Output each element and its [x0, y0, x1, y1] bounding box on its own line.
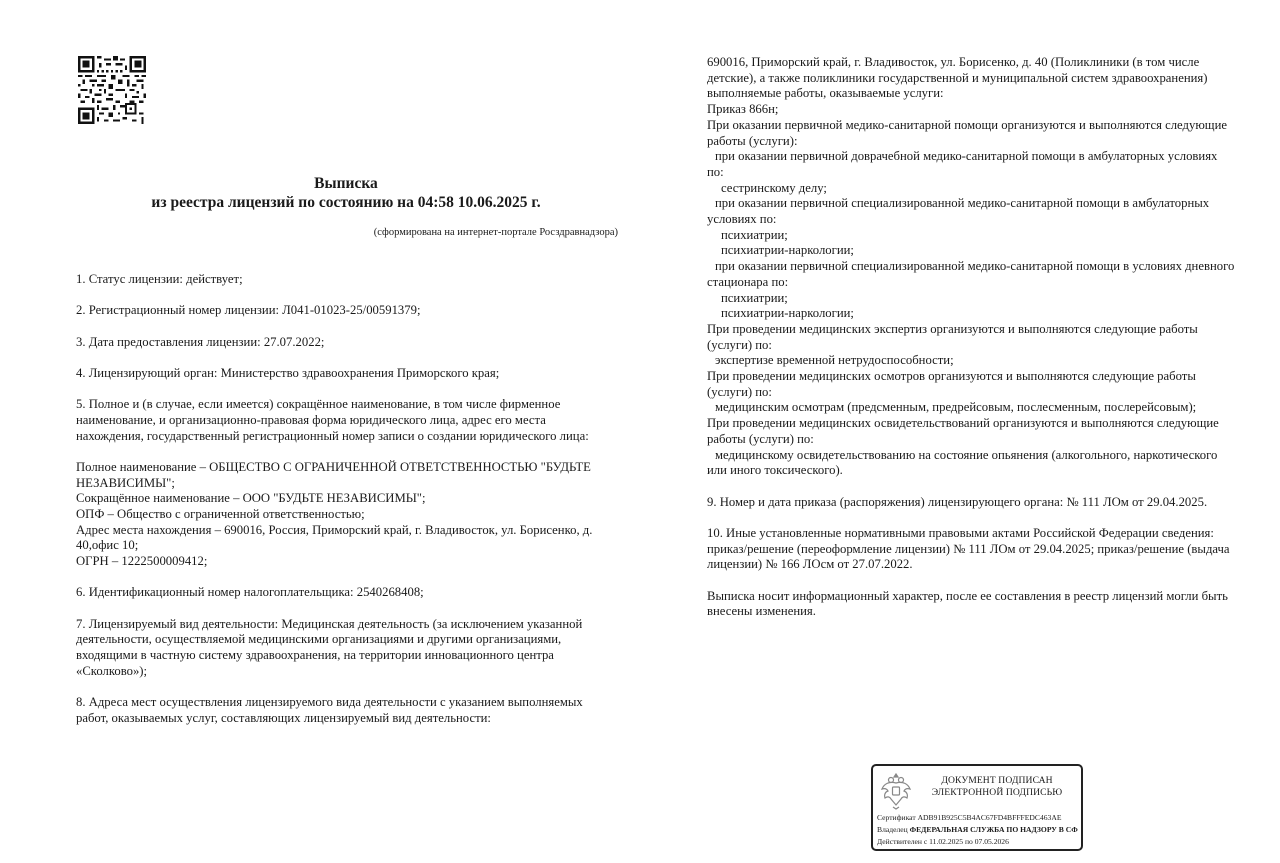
license-details-left: [76, 272, 624, 742]
document-subtitle: из реестра лицензий по состоянию на 04:58 10.06.2025 г.: [151, 194, 541, 211]
stamp-heading-line2: ЭЛЕКТРОННОЙ ПОДПИСЬЮ: [931, 786, 1063, 798]
org-ogrn: ОГРН – 1222500009412;: [76, 554, 208, 569]
text-line: лицензии) № 166 ЛОсм от 27.07.2022.: [707, 557, 913, 572]
stamp-certificate-row: [877, 812, 1083, 824]
text-line: детские), а также поликлиники государственной и муниципальной систем здравоохранения): [707, 70, 1208, 85]
organization-details: [76, 460, 624, 570]
text-line: 8. Адреса мест осуществления лицензируемого вида деятельности с указанием выполняемых: [76, 695, 583, 710]
item-licensing-authority: 4. Лицензирующий орган: Министерство здравоохранения Приморского края;: [76, 365, 500, 380]
stamp-heading-line1: ДОКУМЕНТ ПОДПИСАН: [941, 775, 1053, 786]
text-line: При проведении медицинских освидетельствований организуются и выполняются следующие: [707, 416, 1219, 431]
text-line: стационара по:: [707, 274, 789, 289]
owner-value: ФЕДЕРАЛЬНАЯ СЛУЖБА ПО НАДЗОРУ В СФ: [909, 825, 1078, 834]
document-title: Выписка: [314, 175, 378, 192]
text-line: работы (услуги):: [707, 133, 798, 148]
org-full-name-cont: НЕЗАВИСИМЫ";: [76, 475, 175, 490]
text-line: При проведении медицинских экспертиз организуются и выполняются следующие работы: [707, 321, 1198, 336]
org-short-name: Сокращённое наименование – ООО "БУДЬТЕ НЕЗАВИСИМЫ";: [76, 491, 426, 506]
stamp-heading: [917, 775, 1077, 798]
text-line: условиях по:: [707, 212, 777, 227]
item-license-date: 3. Дата предоставления лицензии: 27.07.2022;: [76, 334, 325, 349]
service-item: медицинским осмотрам (предсменным, предрейсовым, послесменным, послерейсовым);: [715, 400, 1197, 415]
text-line: Выписка носит информационный характер, после ее составления в реестр лицензий могли быть: [707, 588, 1228, 603]
disclaimer: [707, 589, 1259, 620]
item-other-info: [707, 526, 1259, 573]
certificate-label: Сертификат: [877, 813, 916, 822]
text-line: 5. Полное и (в случае, если имеется) сокращённое наименование, в том числе фирменное: [76, 397, 561, 412]
org-full-name: Полное наименование – ОБЩЕСТВО С ОГРАНИЧЕННОЙ ОТВЕТСТВЕННОСТЬЮ "БУДЬТЕ: [76, 459, 591, 474]
item-registration-number: 2. Регистрационный номер лицензии: Л041-01023-25/00591379;: [76, 303, 421, 318]
license-details-right: [707, 55, 1259, 636]
service-item: психиатрии;: [721, 290, 788, 305]
owner-label: Владелец: [877, 825, 908, 834]
text-line: 7. Лицензируемый вид деятельности: Медицинская деятельность (за исключением указанной: [76, 616, 583, 631]
text-line: выполняемые работы, оказываемые услуги:: [707, 86, 944, 101]
org-legal-form: ОПФ – Общество с ограниченной ответственностью;: [76, 507, 365, 521]
text-line: при оказании первичной специализированной медико-санитарной помощи в условиях дневного: [715, 259, 1235, 274]
coat-of-arms-emblem-icon: [879, 771, 913, 811]
item-licensed-activity: [76, 617, 624, 680]
validity-label: Действителен с: [877, 837, 928, 846]
service-item: психиатрии-наркологии;: [721, 243, 854, 258]
text-line: или иного токсического).: [707, 463, 843, 478]
stamp-owner-row: [877, 824, 1083, 836]
certificate-value: ADB91B925C5B4AC67FD4BFFFEDC463AE: [917, 813, 1062, 822]
electronic-signature-stamp: [871, 764, 1083, 851]
text-line: нахождения, государственный регистрационный номер записи о создании юридического лица:: [76, 428, 589, 443]
text-line: входящими в частную систему здравоохранения, на территории инновационного центра: [76, 648, 554, 663]
text-line: наименование, и организационно-правовая форма юридического лица, адрес его места: [76, 412, 546, 427]
text-line: приказ/решение (переоформление лицензии) № 111 ЛОм от 29.04.2025; приказ/решение (выдача: [707, 541, 1230, 556]
service-item: медицинскому освидетельствованию на состояние опьянения (алкогольного, наркотического: [715, 447, 1218, 462]
text-line: (услуги) по:: [707, 337, 772, 352]
text-line: при оказании первичной доврачебной медико-санитарной помощи в амбулаторных условиях: [715, 149, 1218, 164]
text-line: внесены изменения.: [707, 604, 816, 619]
text-line: работ, оказываемых услуг, составляющих лицензируемый вид деятельности:: [76, 710, 491, 725]
valid-from: 11.02.2025: [929, 837, 964, 846]
text-line: При оказании первичной медико-санитарной помощи организуются и выполняются следующие: [707, 117, 1227, 132]
valid-to: 07.05.2026: [974, 837, 1009, 846]
service-item: экспертизе временной нетрудоспособности;: [715, 353, 954, 368]
service-item: психиатрии-наркологии;: [721, 306, 854, 321]
service-item: сестринскому делу;: [721, 180, 827, 195]
item-taxpayer-id: 6. Идентификационный номер налогоплательщика: 2540268408;: [76, 585, 424, 600]
item-order-number-date: 9. Номер и дата приказа (распоряжения) лицензирующего органа: № 111 ЛОм от 29.04.2025.: [707, 494, 1208, 509]
qr-code-icon: [78, 56, 146, 124]
text-line: по:: [707, 164, 724, 179]
activity-address-services: [707, 55, 1259, 479]
text-line: 690016, Приморский край, г. Владивосток, ул. Борисенко, д. 40 (Поликлиники (в том числе: [707, 55, 1200, 69]
formed-note: (сформирована на интернет-портале Росздравнадзора): [373, 227, 618, 238]
text-line: работы (услуги) по:: [707, 431, 814, 446]
service-item: психиатрии;: [721, 227, 788, 242]
text-line: деятельности, осуществляемой медицинскими организациями и другими организациями,: [76, 632, 562, 647]
valid-to-label: по: [964, 837, 973, 846]
item-activity-addresses: [76, 695, 624, 726]
text-line: «Сколково»);: [76, 663, 148, 678]
text-line: Приказ 866н;: [707, 102, 779, 117]
text-line: (услуги) по:: [707, 384, 772, 399]
org-address-cont: 40,офис 10;: [76, 538, 139, 553]
text-line: При проведении медицинских осмотров организуются и выполняются следующие работы: [707, 369, 1196, 384]
stamp-details: [877, 812, 1083, 848]
text-line: 10. Иные установленные нормативными правовыми актами Российской Федерации сведения:: [707, 525, 1214, 540]
org-address: Адрес места нахождения – 690016, Россия, Приморский край, г. Владивосток, ул. Борисенко, д.: [76, 522, 593, 537]
item-entity-name-heading: [76, 397, 624, 444]
document-title-block: [76, 174, 616, 212]
stamp-validity-row: [877, 836, 1083, 848]
text-line: при оказании первичной специализированной медико-санитарной помощи в амбулаторных: [715, 196, 1210, 211]
item-license-status: 1. Статус лицензии: действует;: [76, 272, 243, 286]
